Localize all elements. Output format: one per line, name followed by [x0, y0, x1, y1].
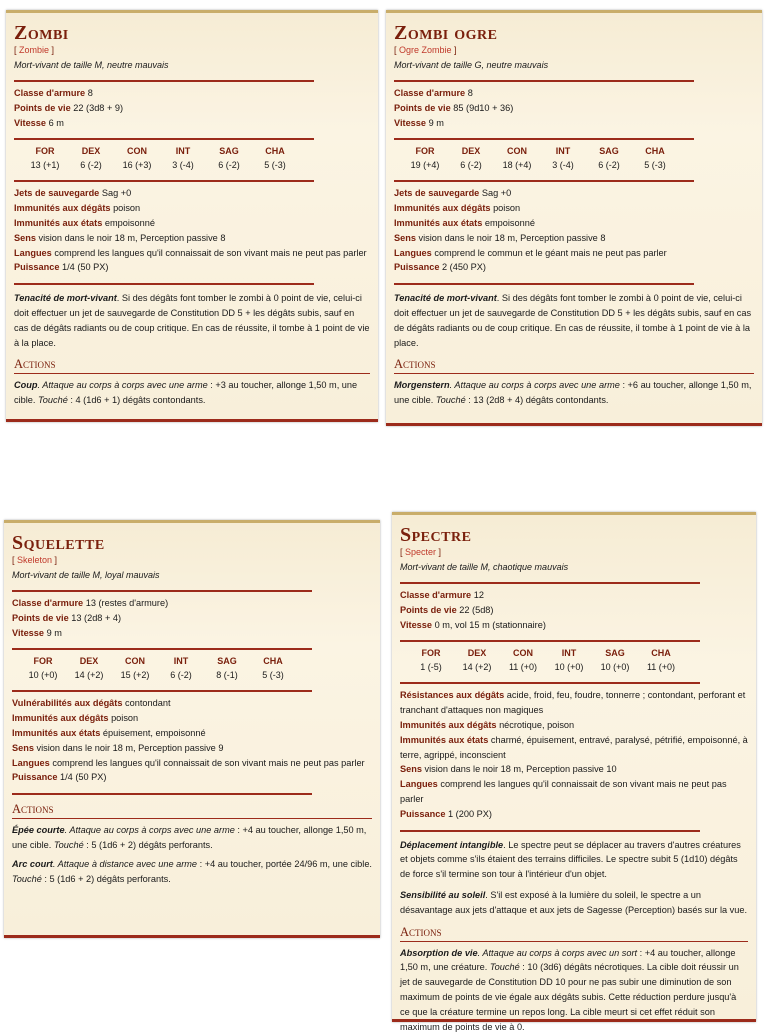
property-value: poison [113, 203, 141, 214]
speed-value: 0 m, vol 15 m (stationnaire) [434, 619, 546, 630]
ability-scores [12, 654, 372, 682]
action-kind: . Attaque au corps à corps avec une arme [64, 825, 235, 836]
ability-sag [204, 654, 250, 682]
original-name-link[interactable]: Ogre Zombie [399, 45, 452, 55]
ability-label: CHA [263, 656, 283, 667]
ability-value: 5 (-3) [644, 160, 666, 171]
action-damage: : 4 (1d6 + 1) dégâts contondants. [67, 395, 206, 406]
property-line [400, 762, 748, 777]
ability-con [114, 144, 160, 172]
armor-class-value: 8 [87, 88, 93, 98]
creature-name: Zombi ogre [394, 22, 498, 44]
action-damage: : 5 (1d6 + 2) dégâts perforants. [41, 873, 171, 884]
ability-value: 11 (+0) [508, 662, 538, 673]
speed [394, 116, 754, 131]
divider [400, 582, 700, 584]
speed-label: Vitesse [12, 627, 45, 638]
property-line [12, 741, 372, 756]
original-name: [ Zombie ] [14, 45, 55, 55]
trait-text: . Le spectre peut se déplacer au travers d'autres créatures et objets comme s'ils étaient des terrains difficiles. Le spectre subit 5 (1d10) dégâts de force s'il termine son tour à l'intérieur d'un objet. [400, 839, 741, 880]
action [12, 857, 372, 887]
ability-con [500, 646, 546, 674]
speed [12, 626, 372, 641]
property-label: Langues [12, 757, 50, 768]
ability-dex [68, 144, 114, 172]
ability-value: 10 (+0) [28, 670, 58, 681]
action-name: Absorption de vie [400, 947, 478, 958]
ability-value: 11 (+0) [646, 662, 676, 673]
ability-label: CON [507, 146, 527, 157]
hit-points [400, 603, 748, 618]
property-value: comprend les langues qu'il connaissait de son vivant mais ne peut pas parler [52, 757, 365, 768]
property-value: poison [493, 203, 521, 214]
ability-for [402, 144, 448, 172]
property-value: contondant [125, 698, 171, 709]
original-name: [ Ogre Zombie ] [394, 45, 457, 55]
original-name: [ Skeleton ] [12, 555, 58, 565]
original-name-link[interactable]: Zombie [19, 45, 50, 55]
action-text: : +4 au toucher, allonge 1,50 m, une cible. [12, 825, 367, 850]
divider [12, 793, 312, 795]
armor-class-label: Classe d'armure [14, 88, 86, 98]
property-label: Immunités aux états [12, 727, 101, 738]
action-name: Épée courte [12, 825, 65, 836]
armor-class [394, 86, 754, 101]
property-line [14, 186, 370, 201]
property-value: 1 (200 PX) [448, 808, 492, 819]
ability-label: SAG [219, 146, 239, 157]
property-value: comprend le commun et le géant mais ne peut pas parler [434, 247, 667, 258]
property-line [400, 733, 748, 763]
divider [394, 138, 694, 140]
creature-type: Mort-vivant de taille M, chaotique mauvais [400, 562, 569, 572]
property-label: Puissance [14, 262, 60, 273]
ability-int [540, 144, 586, 172]
property-label: Langues [400, 779, 438, 790]
original-name-link[interactable]: Skeleton [17, 555, 53, 565]
property-line [400, 807, 748, 822]
trait-name: Tenacité de mort-vivant [394, 293, 497, 304]
ability-value: 10 (+0) [554, 662, 584, 673]
property-line [14, 201, 370, 216]
ability-con [112, 654, 158, 682]
ability-label: FOR [421, 648, 441, 659]
ability-value: 8 (-1) [216, 670, 238, 681]
ability-cha [250, 654, 296, 682]
ability-int [160, 144, 206, 172]
property-line [394, 260, 754, 275]
creature-name: Spectre [400, 524, 472, 546]
property-label: Puissance [400, 808, 446, 819]
ability-value: 19 (+4) [410, 160, 440, 171]
ability-label: SAG [599, 146, 619, 157]
ability-value: 10 (+0) [600, 662, 630, 673]
speed [14, 116, 370, 131]
ability-label: DEX [79, 656, 99, 667]
property-label: Langues [394, 247, 432, 258]
action-hit-label: Touché [12, 873, 42, 884]
trait-text: . S'il est exposé à la lumière du soleil, le spectre a un désavantage aux jets d'attaque et aux jets de Sagesse (Perception) basés sur la vue. [400, 889, 748, 915]
ability-cha [252, 144, 298, 172]
ability-dex [66, 654, 112, 682]
ability-label: CON [125, 656, 145, 667]
ability-value: 15 (+2) [120, 670, 150, 681]
ability-value: 6 (-2) [80, 160, 102, 171]
hit-points-label: Points de vie [394, 102, 451, 113]
action [394, 378, 754, 408]
armor-class [12, 596, 372, 611]
property-value: comprend les langues qu'il connaissait de son vivant mais ne peut pas parler [54, 247, 367, 258]
ability-value: 5 (-3) [264, 160, 286, 171]
ability-label: SAG [217, 656, 237, 667]
actions-heading: Actions [394, 356, 754, 374]
action-text: : +3 au toucher, allonge 1,50 m, une cible. [14, 380, 358, 406]
divider [12, 648, 312, 650]
property-value: épuisement, empoisonné [102, 727, 206, 738]
property-value: empoisonné [484, 217, 535, 228]
divider [400, 640, 700, 642]
property-value: 2 (450 PX) [442, 262, 486, 273]
ability-label: CON [127, 146, 147, 157]
property-line [394, 201, 754, 216]
action-hit-label: Touché [53, 839, 84, 850]
property-value: vision dans le noir 18 m, Perception passive 8 [38, 232, 226, 243]
ability-value: 14 (+2) [74, 670, 104, 681]
speed-value: 9 m [46, 627, 62, 638]
property-line [400, 718, 748, 733]
hit-points-value: 85 (9d10 + 36) [453, 102, 514, 113]
ability-label: INT [175, 146, 191, 157]
stat-block-zombi-ogre [386, 10, 762, 426]
property-label: Sens [14, 232, 36, 243]
ability-cha [638, 646, 684, 674]
property-label: Vulnérabilités aux dégâts [12, 698, 123, 709]
property-value: acide, froid, feu, foudre, tonnerre ; contondant, perforant et tranchant d'attaques non magiques [400, 690, 746, 716]
action [12, 823, 372, 853]
property-label: Sens [12, 742, 34, 753]
action-name: Arc court [12, 858, 53, 869]
divider [14, 283, 314, 285]
action-hit-label: Touché [435, 395, 466, 406]
property-label: Immunités aux dégâts [14, 203, 111, 214]
property-value: Sag +0 [101, 188, 132, 199]
divider [12, 690, 312, 692]
original-name-link[interactable]: Specter [405, 547, 437, 557]
speed-value: 6 m [48, 117, 64, 128]
ability-label: INT [561, 648, 577, 659]
property-line [12, 696, 372, 711]
property-value: 1/4 (50 PX) [62, 262, 109, 273]
speed [400, 618, 748, 633]
ability-value: 13 (+1) [30, 160, 60, 171]
trait-name: Tenacité de mort-vivant [14, 293, 117, 304]
ability-dex [454, 646, 500, 674]
armor-class-value: 12 [473, 590, 484, 600]
property-value: empoisonné [104, 217, 155, 228]
action [14, 378, 370, 408]
action-damage: : 13 (2d8 + 4) dégâts contondants. [465, 395, 609, 406]
property-label: Immunités aux dégâts [394, 203, 491, 214]
ability-label: INT [173, 656, 189, 667]
ability-label: CON [513, 648, 533, 659]
action-kind: . Attaque à distance avec une arme [52, 858, 198, 869]
hit-points-value: 13 (2d8 + 4) [71, 612, 122, 623]
divider [14, 180, 314, 182]
property-value: nécrotique, poison [499, 719, 575, 730]
hit-points [394, 101, 754, 116]
trait-name: Sensibilité au soleil [400, 889, 486, 900]
ability-label: SAG [605, 648, 625, 659]
ability-label: FOR [33, 656, 53, 667]
stat-block-squelette [4, 520, 380, 938]
action-kind: . Attaque au corps à corps avec une arme [37, 380, 208, 391]
ability-for [408, 646, 454, 674]
property-value: vision dans le noir 18 m, Perception passive 9 [36, 742, 224, 753]
speed-label: Vitesse [400, 619, 433, 630]
property-label: Résistances aux dégâts [400, 690, 505, 701]
property-value: 1/4 (50 PX) [60, 772, 107, 783]
actions-heading: Actions [400, 924, 748, 942]
ability-scores [14, 144, 370, 172]
ability-sag [592, 646, 638, 674]
property-value: comprend les langues qu'il connaissait de son vivant mais ne peut pas parler [400, 779, 727, 804]
property-line [400, 777, 748, 807]
ability-value: 6 (-2) [170, 670, 192, 681]
action-name: Coup [14, 380, 38, 391]
divider [400, 830, 700, 832]
property-line [12, 711, 372, 726]
ability-value: 6 (-2) [218, 160, 240, 171]
hit-points-label: Points de vie [12, 612, 69, 623]
ability-label: INT [555, 146, 571, 157]
property-line [394, 246, 754, 261]
property-label: Puissance [394, 262, 440, 273]
property-line [14, 216, 370, 231]
armor-class-label: Classe d'armure [400, 590, 472, 600]
ability-sag [206, 144, 252, 172]
action-text: : +4 au toucher, portée 24/96 m, une cible. [197, 858, 372, 869]
armor-class-value: 8 [467, 88, 473, 98]
property-label: Sens [394, 232, 416, 243]
property-label: Jets de sauvegarde [394, 188, 480, 199]
stat-block-spectre [392, 512, 756, 1032]
ability-value: 16 (+3) [122, 160, 152, 171]
divider [394, 80, 694, 82]
property-line [14, 246, 370, 261]
hit-points [12, 611, 372, 626]
ability-label: DEX [467, 648, 487, 659]
trait [400, 888, 748, 918]
property-value: poison [111, 713, 139, 724]
ability-label: CHA [651, 648, 671, 659]
ability-value: 1 (-5) [420, 662, 442, 673]
ability-label: FOR [415, 146, 435, 157]
hit-points-value: 22 (3d8 + 9) [73, 102, 124, 113]
ability-value: 5 (-3) [262, 670, 284, 681]
property-label: Immunités aux états [400, 734, 489, 745]
ability-for [20, 654, 66, 682]
property-label: Immunités aux états [394, 217, 483, 228]
hit-points-label: Points de vie [14, 102, 71, 113]
action-damage: : 5 (1d6 + 2) dégâts perforants. [83, 839, 213, 850]
speed-label: Vitesse [394, 117, 427, 128]
property-label: Immunités aux dégâts [12, 713, 109, 724]
property-line [394, 186, 754, 201]
action-kind: . Attaque au corps à corps avec une arme [449, 380, 620, 391]
action-kind: . Attaque au corps à corps avec un sort [477, 947, 638, 958]
armor-class [400, 588, 748, 603]
hit-points [14, 101, 370, 116]
ability-label: DEX [81, 146, 101, 157]
trait-text: . Si des dégâts font tomber le zombi à 0 point de vie, celui-ci doit effectuer un jet de sauvegarde de Constitution DD 5 + les dégâts subis, sauf en cas de dégâts radiants ou de coup critique. En cas de réussite, il tombe à 1 point de vie à la place. [14, 293, 370, 348]
ability-sag [586, 144, 632, 172]
armor-class-label: Classe d'armure [12, 598, 84, 608]
divider [394, 180, 694, 182]
action-text: : +6 au toucher, allonge 1,50 m, une cible. [394, 380, 752, 406]
hit-points-label: Points de vie [400, 604, 457, 615]
armor-class [14, 86, 370, 101]
property-label: Sens [400, 764, 422, 775]
divider [394, 283, 694, 285]
ability-con [494, 144, 540, 172]
actions-heading: Actions [12, 801, 372, 819]
property-line [400, 688, 748, 718]
property-line [394, 216, 754, 231]
action [400, 946, 748, 1034]
property-line [394, 231, 754, 246]
ability-dex [448, 144, 494, 172]
hit-points-value: 22 (5d8) [459, 604, 494, 615]
ability-label: DEX [461, 146, 481, 157]
property-label: Immunités aux dégâts [400, 719, 497, 730]
armor-class-label: Classe d'armure [394, 88, 466, 98]
creature-type: Mort-vivant de taille G, neutre mauvais [394, 60, 549, 70]
property-label: Langues [14, 247, 52, 258]
property-line [12, 770, 372, 785]
ability-value: 3 (-4) [172, 160, 194, 171]
speed-label: Vitesse [14, 117, 47, 128]
speed-value: 9 m [428, 117, 444, 128]
armor-class-value: 13 (restes d'armure) [85, 598, 169, 608]
ability-scores [400, 646, 748, 674]
action-name: Morgenstern [394, 380, 450, 391]
creature-name: Zombi [14, 22, 69, 44]
action-hit-label: Touché [38, 395, 68, 406]
ability-value: 14 (+2) [462, 662, 492, 673]
ability-cha [632, 144, 678, 172]
ability-label: CHA [645, 146, 665, 157]
original-name: [ Specter ] [400, 547, 442, 557]
trait [394, 291, 754, 350]
property-line [14, 260, 370, 275]
creature-type: Mort-vivant de taille M, neutre mauvais [14, 60, 169, 70]
divider [14, 80, 314, 82]
ability-label: CHA [265, 146, 285, 157]
property-value: Sag +0 [481, 188, 512, 199]
actions-heading: Actions [14, 356, 370, 374]
property-label: Puissance [12, 772, 58, 783]
ability-int [546, 646, 592, 674]
trait-name: Déplacement intangible [400, 839, 504, 850]
ability-label: FOR [35, 146, 55, 157]
ability-value: 3 (-4) [552, 160, 574, 171]
divider [400, 682, 700, 684]
property-line [12, 756, 372, 771]
ability-int [158, 654, 204, 682]
ability-for [22, 144, 68, 172]
ability-value: 6 (-2) [598, 160, 620, 171]
divider [12, 590, 312, 592]
trait [400, 838, 748, 882]
property-value: vision dans le noir 18 m, Perception passive 10 [424, 764, 617, 775]
property-value: charmé, épuisement, entravé, paralysé, pétrifié, empoisonné, à terre, agrippé, inconscient [400, 734, 748, 760]
trait-text: . Si des dégâts font tomber le zombi à 0 point de vie, celui-ci doit effectuer un jet de sauvegarde de Constitution DD 5 + les dégâts subis, sauf en cas de dégâts radiants ou de coup critique. En cas de réussite, il tombe à 1 point de vie à la place. [394, 293, 752, 348]
property-label: Jets de sauvegarde [14, 188, 100, 199]
divider [14, 138, 314, 140]
stat-block-zombi [6, 10, 378, 422]
property-line [12, 726, 372, 741]
property-line [14, 231, 370, 246]
action-damage: : 10 (3d6) dégâts nécrotiques. La cible doit réussir un jet de sauvegarde de Constitution DD 10 pour ne pas subir une diminution de son maximum de points de vie égale aux dégâts subis. Cette réduction perdure jusqu'à ce que la créature termine un repos long. La cible meurt si cet effet réduit son maximum de points de vie à 0. [400, 962, 739, 1032]
ability-scores [394, 144, 754, 172]
action-text: : +4 au toucher, allonge 1,50 m, une créature. [400, 947, 736, 973]
creature-type: Mort-vivant de taille M, loyal mauvais [12, 570, 160, 580]
ability-value: 18 (+4) [502, 160, 532, 171]
creature-name: Squelette [12, 532, 105, 554]
action-hit-label: Touché [489, 962, 520, 973]
ability-value: 6 (-2) [460, 160, 482, 171]
property-value: vision dans le noir 18 m, Perception passive 8 [418, 232, 606, 243]
trait [14, 291, 370, 350]
property-label: Immunités aux états [14, 217, 103, 228]
